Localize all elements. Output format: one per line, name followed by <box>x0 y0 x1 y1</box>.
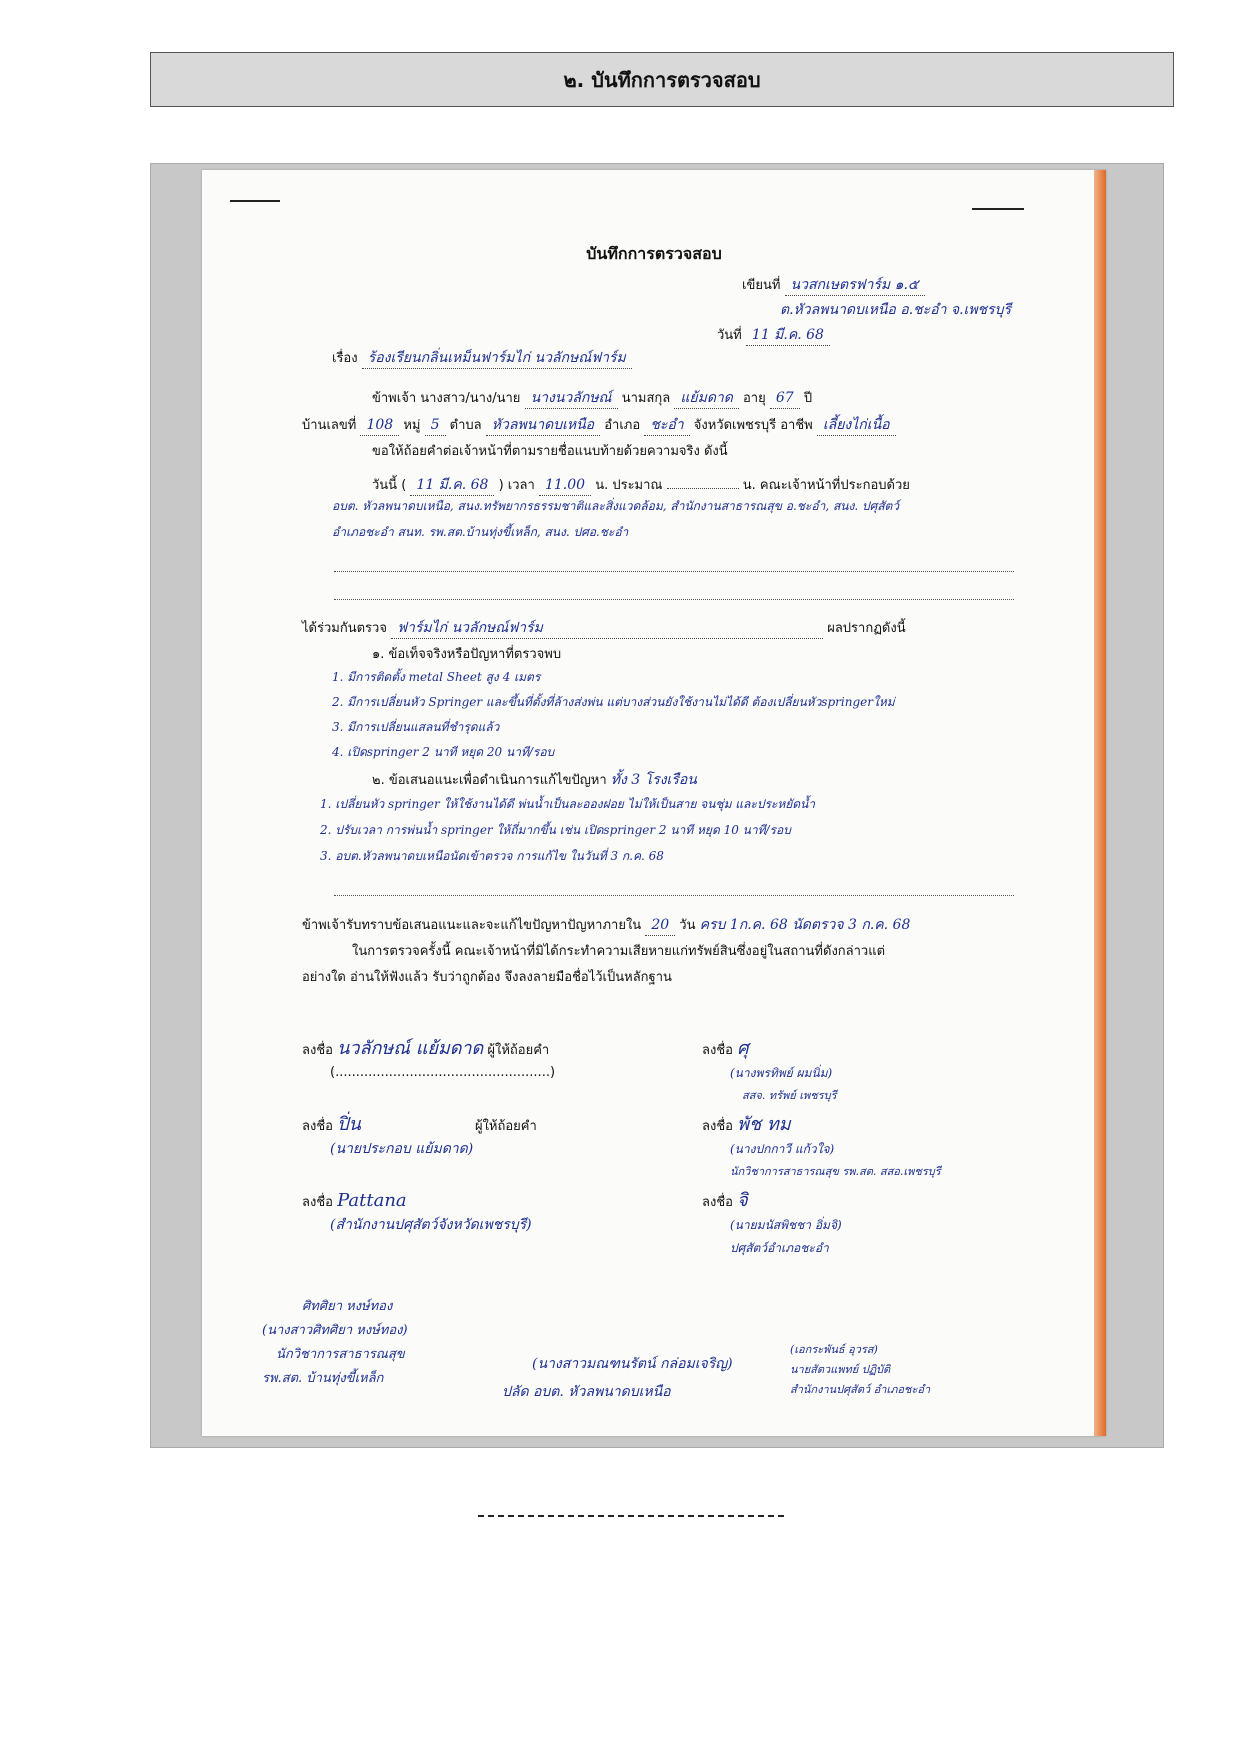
signature-scribble: จิ <box>737 1190 748 1211</box>
time-value: 11.00 <box>539 475 591 496</box>
address-value: ต.หัวลพนาดบเหนือ อ.ชะอำ จ.เพชรบุรี <box>780 302 1011 318</box>
occupation-value: เลี้ยงไก่เนื้อ <box>817 415 896 436</box>
age-unit: ปี <box>803 391 813 406</box>
acknowledge-line <box>302 915 910 936</box>
tambon-value: หัวลพนาดบเหนือ <box>486 415 600 436</box>
officials-line-2: อำเภอชะอำ สนท. รพ.สต.บ้านทุ่งขี้เหล็ก, สนง. ปศอ.ชะอำ <box>332 525 629 539</box>
acknowledge-days: 20 <box>645 915 675 936</box>
bottom-signer-line: ปลัด อบต. หัวลพนาดบเหนือ <box>502 1384 671 1400</box>
signature-block-right-1 <box>702 1038 837 1107</box>
sign-label: ลงชื่อ <box>302 1119 333 1134</box>
bottom-signer-1 <box>262 1295 408 1391</box>
bottom-signer-line: นักวิชาการสาธารณสุข <box>276 1347 405 1362</box>
amphoe-label: อำเภอ <box>604 418 641 433</box>
surname-label: นามสกุล <box>621 391 671 406</box>
recommendation-item: 1. เปลี่ยนหัว springer ให้ใช้งานได้ดี พ่นน้ำเป็นละอองฝอย ไม่ให้เป็นสาย จนชุ่ม และประหยัดน้ำ <box>320 797 816 811</box>
section-header-text: ๒. บันทึกการตรวจสอบ <box>563 67 761 92</box>
section-header <box>150 52 1174 107</box>
signature-scribble: ปิ่น <box>337 1114 361 1135</box>
closing-line-2: อย่างใด อ่านให้ฟังแล้ว รับว่าถูกต้อง จึงลงลายมือชื่อไว้เป็นหลักฐาน <box>302 970 672 985</box>
sign-label: ลงชื่อ <box>302 1195 333 1210</box>
approx-label: น. ประมาณ <box>595 478 663 493</box>
officials-suffix: น. คณะเจ้าหน้าที่ประกอบด้วย <box>742 478 910 493</box>
blank-line <box>334 598 1014 600</box>
signer-name: (นายประกอบ แย้มดาด) <box>330 1141 474 1157</box>
house-value: 108 <box>360 415 399 436</box>
today-prefix: วันนี้ ( <box>372 478 407 493</box>
bottom-divider <box>478 1515 784 1517</box>
giver-label: ผู้ให้ถ้อยคำ <box>487 1043 550 1058</box>
moo-label: หมู่ <box>403 418 421 433</box>
signer-name: (....................................................) <box>330 1065 556 1080</box>
age-value: 67 <box>770 388 800 409</box>
person-line <box>372 388 812 409</box>
sign-label: ลงชื่อ <box>702 1119 733 1134</box>
bottom-signer-3 <box>790 1340 930 1400</box>
fact-item: 3. มีการเปลี่ยนแสลนที่ชำรุดแล้ว <box>332 720 500 734</box>
signature-scribble: นวลักษณ์ แย้มดาด <box>337 1038 484 1059</box>
result-suffix: ผลปรากฏดังนี้ <box>827 621 906 636</box>
address-line <box>780 300 1011 321</box>
written-at-label: เขียนที่ <box>742 278 781 293</box>
time-label: ) เวลา <box>498 478 535 493</box>
signature-block-right-2 <box>702 1114 941 1183</box>
recommend-header-line <box>372 770 697 791</box>
paper-edge-stain <box>1094 170 1106 1436</box>
signature-block-left-1 <box>302 1038 555 1084</box>
signature-block-left-3 <box>302 1190 532 1237</box>
fact-item: 1. มีการติดตั้ง metal Sheet สูง 4 เมตร <box>332 670 541 684</box>
sign-label: ลงชื่อ <box>702 1195 733 1210</box>
bottom-signer-line: สำนักงานปศุสัตว์ อำเภอชะอำ <box>790 1383 931 1396</box>
written-at-line <box>742 275 925 296</box>
signer-name: (นางปกกาวี แก้วใจ) <box>730 1142 835 1156</box>
statement-intro: ขอให้ถ้อยคำต่อเจ้าหน้าที่ตามรายชื่อแนบท้ายด้วยความจริง ดังนี้ <box>372 444 728 459</box>
scanned-document-page <box>202 170 1106 1436</box>
approx-blank <box>667 470 739 489</box>
signer-name: (นางพรทิพย์ ผมนิ่ม) <box>730 1066 833 1080</box>
fact-item: 4. เปิดspringer 2 นาที หยุด 20 นาที/รอบ <box>332 745 555 759</box>
blank-line <box>334 570 1014 572</box>
recommendation-item: 3. อบต.หัวลพนาดบเหนือนัดเข้าตรวจ การแก้ไข ในวันที่ 3 ก.ค. 68 <box>320 849 664 863</box>
date-label: วันที่ <box>717 328 742 343</box>
closing-line-1: ในการตรวจครั้งนี้ คณะเจ้าหน้าที่มิได้กระทำความเสียหายแก่ทรัพย์สินซึ่งอยู่ในสถานที่ดังกล่าวแต่ <box>352 944 886 959</box>
person-name: นางนวลักษณ์ <box>525 388 618 409</box>
acknowledge-prefix: ข้าพเจ้ารับทราบข้อเสนอแนะและจะแก้ไขปัญหาปัญหาภายใน <box>302 918 642 933</box>
joint-check-value: ฟาร์มไก่ นวลักษณ์ฟาร์ม <box>391 618 823 639</box>
amphoe-value: ชะอำ <box>644 415 689 436</box>
bottom-signer-line: นายสัตวแพทย์ ปฏิบัติ <box>790 1363 891 1376</box>
recommend-note: ทั้ง 3 โรงเรือน <box>610 772 697 788</box>
signer-name: (สำนักงานปศุสัตว์จังหวัดเพชรบุรี) <box>330 1217 532 1233</box>
house-line <box>302 415 896 436</box>
acknowledge-days-unit: วัน <box>679 918 696 933</box>
house-label: บ้านเลขที่ <box>302 418 357 433</box>
signature-scribble: ศุ <box>737 1038 749 1059</box>
signer-role: ปศุสัตว์อำเภอชะอำ <box>730 1241 829 1255</box>
blank-line <box>334 894 1014 896</box>
date-value: 11 มี.ค. 68 <box>746 325 830 346</box>
bottom-signer-2 <box>502 1350 733 1406</box>
province-label: จังหวัดเพชรบุรี อาชีพ <box>693 418 813 433</box>
bottom-signer-line: (นางสาวมณฑนรัตน์ กล่อมเจริญ) <box>532 1356 733 1372</box>
recommend-header: ๒. ข้อเสนอแนะเพื่อดำเนินการแก้ไขปัญหา <box>372 773 607 788</box>
subject-line <box>332 348 632 369</box>
sign-label: ลงชื่อ <box>702 1043 733 1058</box>
surname-value: แย้มดาด <box>674 388 739 409</box>
signature-block-left-2 <box>302 1114 537 1161</box>
recommendation-item: 2. ปรับเวลา การพ่นน้ำ springer ให้ถี่มากขึ้น เช่น เปิดspringer 2 นาที หยุด 10 นาที/รอบ <box>320 823 791 837</box>
moo-value: 5 <box>425 415 446 436</box>
signer-name: (นายมนัสพิชชา อิ่มจิ) <box>730 1218 842 1232</box>
written-at-value: นวสกเษตรฟาร์ม ๑.๕ <box>785 275 925 296</box>
officials-line-1: อบต. หัวลพนาดบเหนือ, สนง.ทรัพยากรธรรมชาติและสิ่งแวดล้อม, สำนักงานสาธารณสุข อ.ชะอำ, สนง. ปศุสัตว์ <box>332 499 900 513</box>
signer-role: นักวิชาการสาธารณสุข รพ.สต. สสอ.เพชรบุรี <box>730 1165 941 1178</box>
age-label: อายุ <box>743 391 766 406</box>
hole-punch-mark-left <box>230 200 280 202</box>
bottom-signer-line: ศิทศิยา หงษ์ทอง <box>302 1299 393 1314</box>
fact-item: 2. มีการเปลี่ยนหัว Springer และขึ้นที่ตั้งที่ล้างส่งพ่น แต่บางส่วนยังใช้งานไม่ได้ดี ต้องเปลี่ยนหัวspringerใหม่ <box>332 695 895 709</box>
bottom-signer-line: (นางสาวศิทศิยา หงษ์ทอง) <box>262 1323 408 1338</box>
sign-label: ลงชื่อ <box>302 1043 333 1058</box>
subject-value: ร้องเรียนกลิ่นเหม็นฟาร์มไก่ นวลักษณ์ฟาร์ม <box>362 348 632 369</box>
bottom-signer-line: รพ.สต. บ้านทุ่งขี้เหล็ก <box>262 1371 384 1386</box>
signer-role: สสจ. ทรัพย์ เพชรบุรี <box>742 1089 837 1102</box>
today-date: 11 มี.ค. 68 <box>410 475 494 496</box>
person-prefix: ข้าพเจ้า นางสาว/นาง/นาย <box>372 391 521 406</box>
subject-label: เรื่อง <box>332 351 358 366</box>
joint-check-label: ได้ร่วมกันตรวจ <box>302 621 387 636</box>
signature-block-right-3 <box>702 1190 842 1260</box>
giver-label: ผู้ให้ถ้อยคำ <box>474 1119 537 1134</box>
tambon-label: ตำบล <box>449 418 482 433</box>
facts-header: ๑. ข้อเท็จจริงหรือปัญหาที่ตรวจพบ <box>372 647 562 662</box>
signature-scribble: พัช ทม <box>737 1114 791 1135</box>
acknowledge-note: ครบ 1ก.ค. 68 นัดตรวจ 3 ก.ค. 68 <box>699 917 911 933</box>
document-title: บันทึกการตรวจสอบ <box>586 244 722 263</box>
signature-scribble: Pattana <box>337 1190 407 1211</box>
joint-check-line <box>302 618 906 639</box>
bottom-signer-line: (เอกระพันธ์ อุวรส) <box>790 1343 878 1356</box>
hole-punch-mark-right <box>972 208 1024 210</box>
date-line <box>717 325 830 346</box>
today-line <box>372 470 910 496</box>
